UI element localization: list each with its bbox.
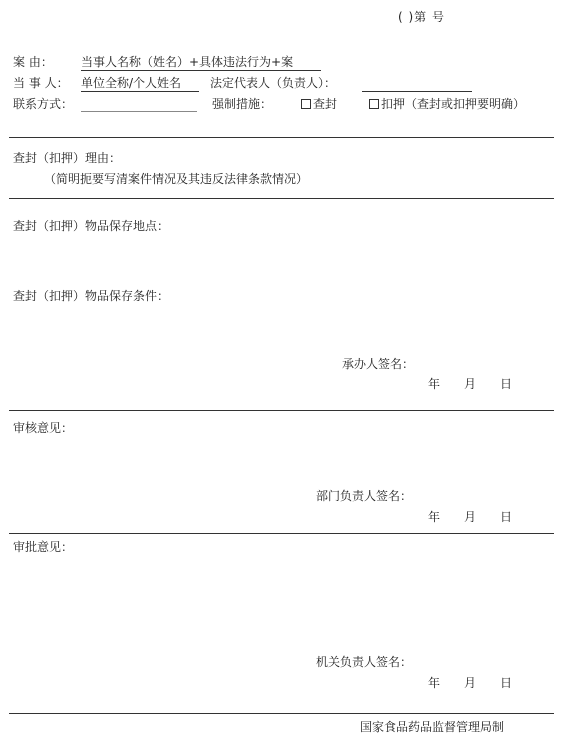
detain-option[interactable] [369,97,525,111]
seal-option-label: 查封 [313,97,338,111]
date-month: 月 [464,377,477,391]
reason-hint: （简明扼要写清案件情况及其违反法律条款情况） [44,172,309,186]
contact-label: 联系方式： [13,97,74,111]
case-underline [81,70,321,71]
case-label: 案 由： [13,55,53,69]
date-year: 年 [428,676,441,690]
divider [9,198,554,199]
review-label: 审核意见： [13,421,74,435]
review-date [428,510,512,524]
dept-head-signature-label: 部门负责人签名： [316,489,413,503]
measure-label: 强制措施： [212,97,273,111]
divider [9,410,554,411]
divider [9,137,554,138]
reason-label: 查封（扣押）理由： [13,151,122,165]
approval-date [428,676,512,690]
legal-rep-label: 法定代表人（负责人）： [210,76,337,90]
contact-field[interactable] [81,111,197,112]
date-year: 年 [428,510,441,524]
footer-issuer: 国家食品药品监督管理局制 [360,720,505,734]
legal-rep-field[interactable] [362,91,472,92]
date-month: 月 [464,676,477,690]
storage-location-label: 查封（扣押）物品保存地点： [13,219,170,233]
detain-checkbox[interactable] [369,99,379,109]
agency-head-signature-label: 机关负责人签名： [316,655,413,669]
date-year: 年 [428,377,441,391]
date-month: 月 [464,510,477,524]
date-day: 日 [500,510,513,524]
document-number: ( )第 号 [398,10,445,24]
divider [9,533,554,534]
seal-option[interactable] [301,97,337,111]
handler-signature-label: 承办人签名： [342,357,415,371]
detain-option-label: 扣押（查封或扣押要明确） [381,97,526,111]
seal-checkbox[interactable] [301,99,311,109]
handler-date [428,377,512,391]
approval-label: 审批意见： [13,540,74,554]
party-underline [81,91,199,92]
case-value[interactable]: 当事人名称（姓名）+具体违法行为+案 [81,55,294,69]
storage-condition-label: 查封（扣押）物品保存条件： [13,289,170,303]
party-label: 当 事 人： [13,76,69,90]
date-day: 日 [500,377,513,391]
divider [9,713,554,714]
date-day: 日 [500,676,513,690]
party-value[interactable]: 单位全称/个人姓名 [81,76,182,90]
